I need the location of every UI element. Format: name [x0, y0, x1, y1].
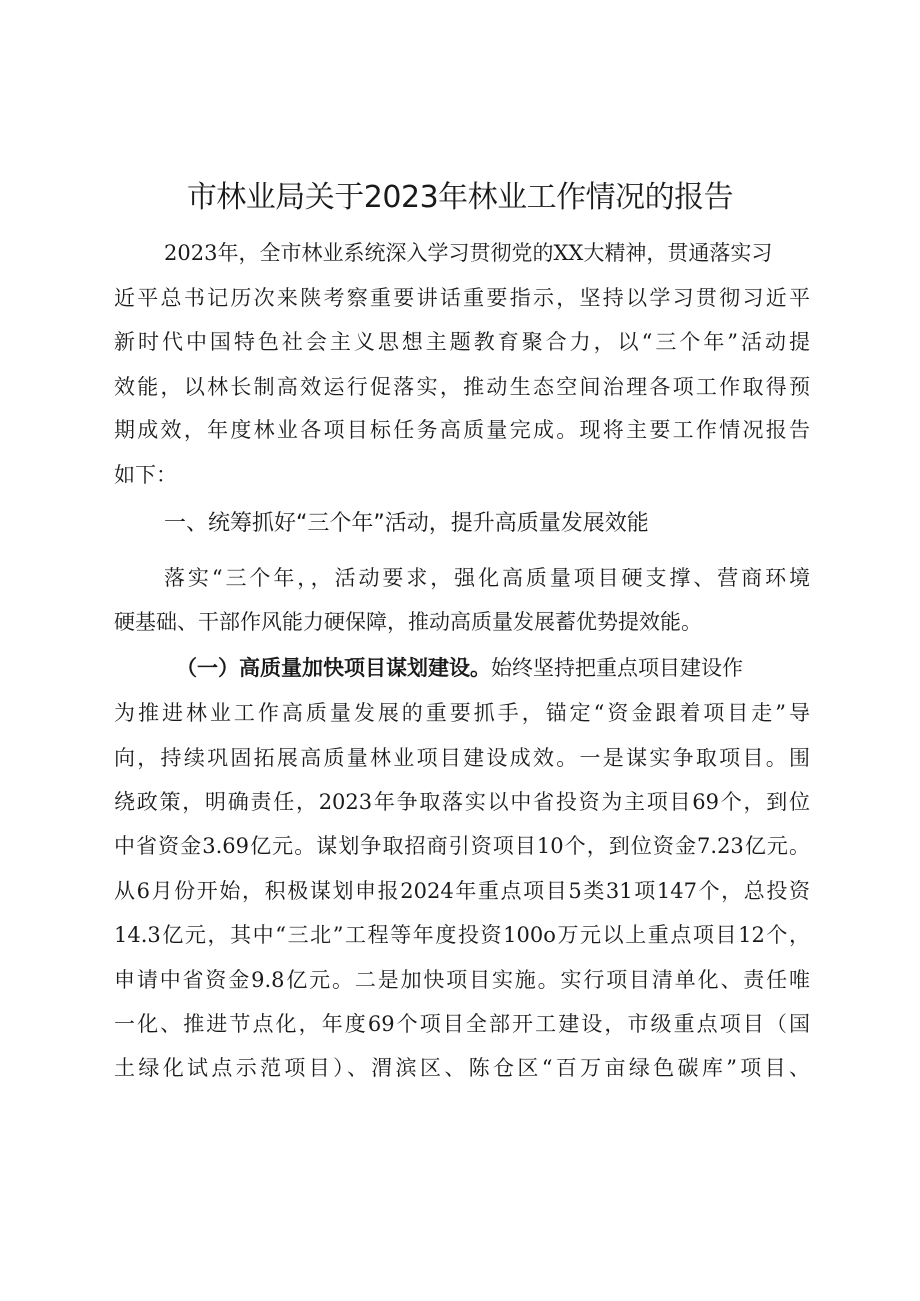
- subsection-line: 14.3亿元，其中“三北”工程等年度投资100o万元以上重点项目12个，: [114, 923, 810, 947]
- subsection-line: 向，持续巩固拓展高质量林业项目建设成效。一是谋实争取项目。围: [114, 746, 810, 770]
- subsection-line: 一化、推进节点化，年度69个项目全部开工建设，市级重点项目（国: [114, 1012, 810, 1036]
- subsection-first-line: [176, 653, 743, 683]
- subsection-line: 申请中省资金9.8亿元。二是加快项目实施。实行项目清单化、责任唯: [114, 968, 810, 992]
- subsection-first-line-rest: 始终坚持把重点项目建设作: [491, 656, 743, 680]
- intro-line: 如下：: [114, 463, 177, 487]
- intro-line: 效能，以林长制高效运行促落实，推动生态空间治理各项工作取得预: [114, 375, 810, 399]
- intro-line: 近平总书记历次来陕考察重要讲话重要指示，坚持以学习贯彻习近平: [114, 286, 810, 310]
- subsection-line: 绕政策，明确责任，2023年争取落实以中省投资为主项目69个，到位: [114, 790, 810, 814]
- subsection-line: 为推进林业工作高质量发展的重要抓手，锚定“资金跟着项目走”导: [114, 701, 810, 725]
- subsection-line: 中省资金3.69亿元。谋划争取招商引资项目10个，到位资金7.23亿元。: [114, 834, 810, 858]
- subsection-lead: （一）高质量加快项目谋划建设。: [176, 656, 491, 680]
- intro-line: 新时代中国特色社会主义思想主题教育聚合力，以“三个年”活动提: [114, 330, 810, 354]
- section-para-line: 硬基础、干部作风能力硬保障，推动高质量发展蓄优势提效能。: [114, 610, 702, 634]
- section-heading: 一、统筹抓好“三个年”活动，提升高质量发展效能: [164, 511, 649, 536]
- section-para-line: 落实“三个年，，活动要求，强化高质量项目硬支撑、营商环境: [164, 566, 810, 590]
- subsection-line: 土绿化试点示范项目）、渭滨区、陈仓区“百万亩绿色碳库”项目、: [114, 1056, 810, 1080]
- intro-line: 期成效，年度林业各项目标任务高质量完成。现将主要工作情况报告: [114, 418, 810, 442]
- document-title: 市林业局关于2023年林业工作情况的报告: [186, 180, 734, 215]
- subsection-line: 从6月份开始，积极谋划申报2024年重点项目5类31项147个，总投资: [114, 879, 810, 903]
- intro-line: 2023年，全市林业系统深入学习贯彻党的XX大精神，贯通落实习: [164, 241, 773, 265]
